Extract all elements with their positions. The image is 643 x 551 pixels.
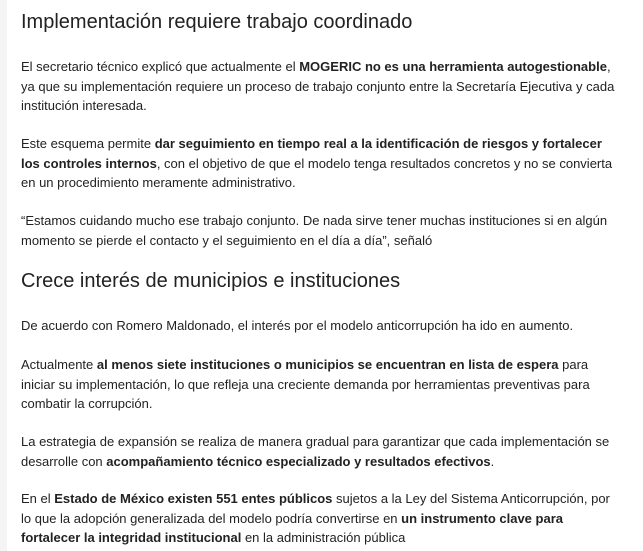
section-heading-implementacion: Implementación requiere trabajo coordinado [21,11,413,33]
emphasis-instrumento-clave: un instrumento clave para fortalecer la integridad institucional [21,510,563,545]
left-margin-rule [0,0,7,551]
paragraph-lista-espera: Actualmente al menos siete instituciones o municipios se encuentran en lista de espera para iniciar su implementación, lo que refleja una creciente demanda por herramientas preventivas para combatir la corrupción. [21,357,590,411]
paragraph-estrategia-expansion: La estrategia de expansión se realiza de manera gradual para garantizar que cada implementación se desarrolle con acompañamiento técnico especializado y resultados efectivos. [21,434,610,469]
emphasis-mogeric: MOGERIC no es una herramienta autogestionable [299,59,607,74]
section-heading-crece-interes: Crece interés de municipios e instituciones [21,270,401,292]
paragraph-seguimiento-tiempo-real: Este esquema permite dar seguimiento en tiempo real a la identificación de riesgos y fortalecer los controles internos, con el objetivo de que el modelo tenga resultados concretos y no se convierta en un procedimiento meramente administrativo. [21,136,613,190]
emphasis-entes-publicos: Estado de México existen 551 entes públicos [54,491,333,506]
emphasis-lista-espera: al menos siete instituciones o municipios se encuentran en lista de espera [96,357,559,372]
paragraph-estado-de-mexico: En el Estado de México existen 551 entes públicos sujetos a la Ley del Sistema Anticorrupción, por lo que la adopción generalizada del modelo podría convertirse en un instrumento clave para fortalecer la integridad institucional en la administración pública [21,491,610,545]
emphasis-seguimiento: dar seguimiento en tiempo real a la identificación de riesgos y fortalecer los controles internos [21,136,602,171]
emphasis-acompanamiento: acompañamiento técnico especializado y resultados efectivos [106,453,491,469]
paragraph-quote: “Estamos cuidando mucho ese trabajo conjunto. De nada sirve tener muchas instituciones si en algún momento se pierde el contacto y el seguimiento en el día a día”, señaló [21,213,608,248]
paragraph-mogeric-autogestionable: El secretario técnico explicó que actualmente el MOGERIC no es una herramienta autogestionable, ya que su implementación requiere un proceso de trabajo conjunto entre la Secretaría Ejecutiva y cada institución interesada. [21,59,615,113]
paragraph-interes-aumento: De acuerdo con Romero Maldonado, el interés por el modelo anticorrupción ha ido en aumento. [21,318,574,333]
